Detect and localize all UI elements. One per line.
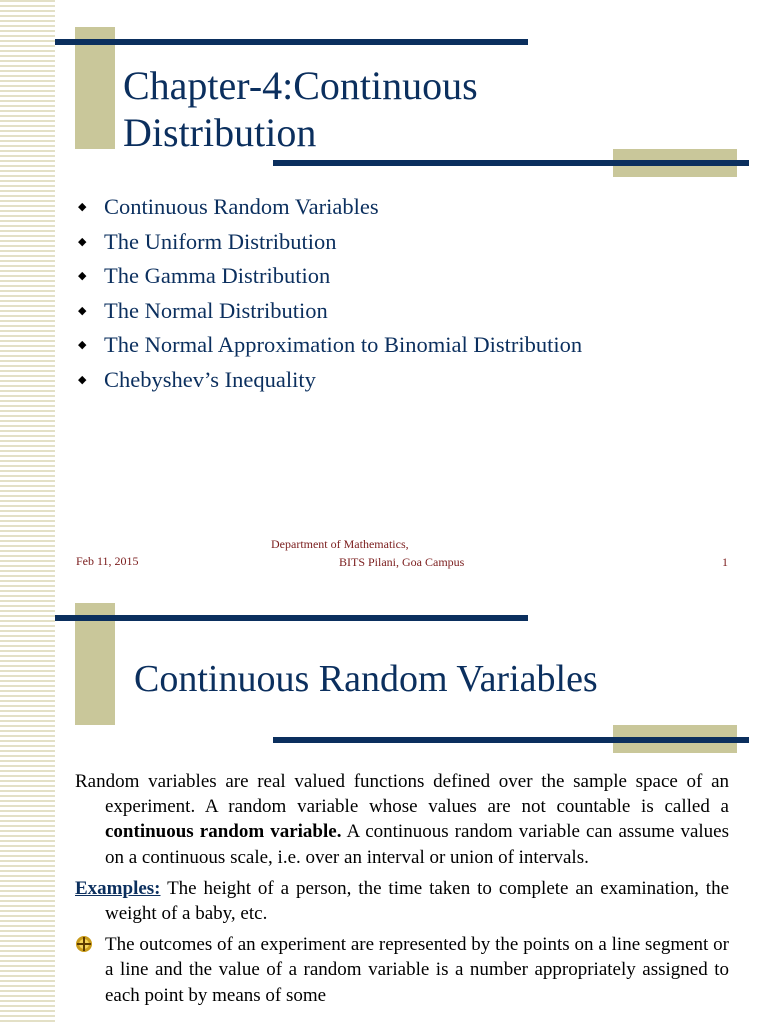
flower-bullet-icon bbox=[75, 935, 93, 953]
title-line-2: Distribution bbox=[123, 110, 317, 155]
slide-2-title: Continuous Random Variables bbox=[134, 658, 598, 700]
list-item: ◆ The Normal Approximation to Binomial Distribution bbox=[78, 331, 582, 366]
footer-date: Feb 11, 2015 bbox=[76, 554, 139, 568]
definition-paragraph: Random variables are real valued functions defined over the sample space of an experiment. A random variable whose values are not countable is called a continuous random variable. A continuous random variable can assume values on a continuous scale, i.e. over an interval or union of intervals. bbox=[75, 771, 729, 868]
list-item: ◆ The Uniform Distribution bbox=[78, 228, 582, 263]
olive-block-top-left bbox=[75, 603, 115, 725]
footer-dept-line-1: Department of Mathematics, bbox=[271, 537, 409, 551]
list-item: ◆ The Gamma Distribution bbox=[78, 262, 582, 297]
topic-list bbox=[78, 193, 582, 400]
examples-label: Examples: bbox=[75, 877, 161, 899]
footer-page-number: 1 bbox=[722, 555, 728, 569]
olive-block-top-left bbox=[75, 27, 115, 149]
list-item: ◆ The Normal Distribution bbox=[78, 297, 582, 332]
footer-dept-line-2: BITS Pilani, Goa Campus bbox=[339, 555, 465, 569]
top-rule bbox=[55, 615, 528, 621]
examples-paragraph: Examples: The height of a person, the time taken to complete an examination, the weight of a baby, etc. bbox=[75, 877, 729, 925]
left-stripe-decoration bbox=[0, 0, 55, 1024]
bottom-rule bbox=[273, 737, 749, 743]
top-rule bbox=[55, 39, 528, 45]
title-line-1: Chapter-4:Continuous bbox=[123, 63, 478, 108]
term-continuous-random-variable: continuous random variable. bbox=[105, 821, 342, 843]
slide-1-title bbox=[123, 62, 478, 156]
list-item: The outcomes of an experiment are represented by the points on a line segment or a line and the value of a random variable is a number appropriately assigned to each point by means of some bbox=[75, 932, 729, 1008]
list-item: ◆ Chebyshev’s Inequality bbox=[78, 366, 582, 401]
slide-2-body bbox=[75, 769, 729, 1008]
bottom-rule bbox=[273, 160, 749, 166]
list-item: ◆ Continuous Random Variables bbox=[78, 193, 582, 228]
